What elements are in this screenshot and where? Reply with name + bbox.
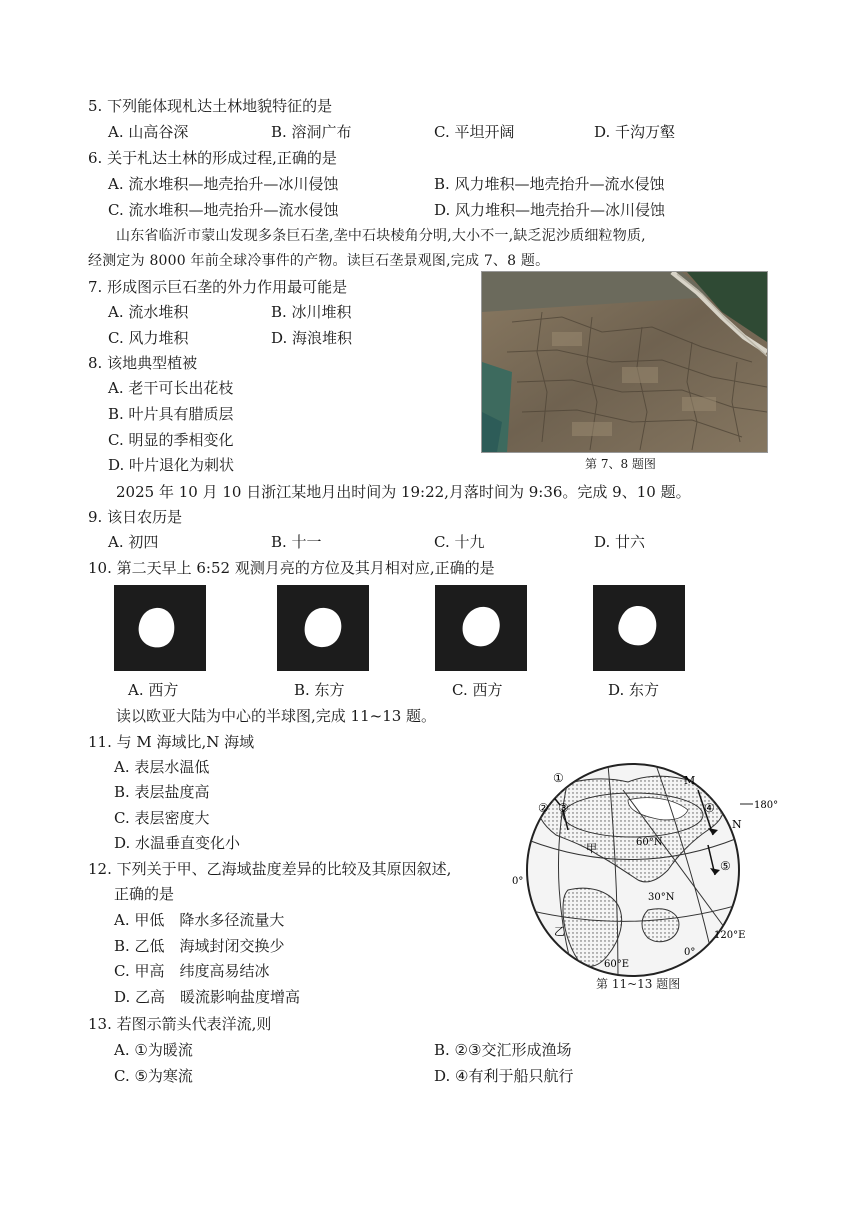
q10-option-b[interactable]: B. 东方 xyxy=(294,681,345,699)
fig-11-13-caption: 第 11~13 题图 xyxy=(596,977,681,991)
q6-option-a[interactable]: A. 流水堆积—地壳抬升—冰川侵蚀 xyxy=(108,175,339,193)
q11-option-c[interactable]: C. 表层密度大 xyxy=(114,809,210,827)
q8-option-c[interactable]: C. 明显的季相变化 xyxy=(108,431,234,449)
lon-180: 180° xyxy=(754,800,779,811)
moon-a-icon xyxy=(114,585,206,671)
q7-option-c[interactable]: C. 风力堆积 xyxy=(108,329,189,347)
passage-11-13: 读以欧亚大陆为中心的半球图,完成 11~13 题。 xyxy=(116,707,437,725)
moon-phase-b[interactable] xyxy=(277,585,369,671)
q6-option-b[interactable]: B. 风力堆积—地壳抬升—流水侵蚀 xyxy=(434,175,665,193)
moon-b-icon xyxy=(277,585,369,671)
q9-option-c[interactable]: C. 十九 xyxy=(434,533,485,551)
q13-option-d[interactable]: D. ④有利于船只航行 xyxy=(434,1067,574,1085)
hemisphere-map xyxy=(508,760,780,980)
q5-option-c[interactable]: C. 平坦开阔 xyxy=(434,123,515,141)
lon-0-left: 0° xyxy=(512,876,524,887)
q5-option-d[interactable]: D. 千沟万壑 xyxy=(594,123,676,141)
lon-0-bottom: 0° xyxy=(684,947,696,958)
fig-7-8-caption: 第 7、8 题图 xyxy=(585,457,656,471)
sea-label-n: N xyxy=(732,818,742,831)
q12-stem-cont: 正确的是 xyxy=(114,885,175,903)
q12-option-a[interactable]: A. 甲低 降水多径流量大 xyxy=(114,911,285,929)
lat-30n: 30°N xyxy=(648,892,675,903)
q12-stem: 12. 下列关于甲、乙海域盐度差异的比较及其原因叙述, xyxy=(88,860,452,878)
q8-stem: 8. 该地典型植被 xyxy=(88,354,198,372)
q7-option-b[interactable]: B. 冰川堆积 xyxy=(271,303,352,321)
q13-option-b[interactable]: B. ②③交汇形成渔场 xyxy=(434,1041,572,1059)
q12-option-b[interactable]: B. 乙低 海域封闭交换少 xyxy=(114,937,285,955)
q5-option-b[interactable]: B. 溶洞广布 xyxy=(271,123,352,141)
q12-option-d[interactable]: D. 乙高 暖流影响盐度增高 xyxy=(114,988,301,1006)
lon-120e: 120°E xyxy=(714,930,746,941)
q8-option-a[interactable]: A. 老干可长出花枝 xyxy=(108,379,234,397)
moon-phase-c[interactable] xyxy=(435,585,527,671)
current-label-1: ① xyxy=(553,771,564,785)
boulder-ridge-photo xyxy=(481,271,768,453)
q11-option-a[interactable]: A. 表层水温低 xyxy=(114,758,210,776)
q6-option-c[interactable]: C. 流水堆积—地壳抬升—流水侵蚀 xyxy=(108,201,339,219)
moon-phase-a[interactable] xyxy=(114,585,206,671)
q10-option-c[interactable]: C. 西方 xyxy=(452,681,503,699)
current-label-5: ⑤ xyxy=(720,859,731,873)
q11-stem: 11. 与 M 海域比,N 海域 xyxy=(88,733,255,751)
q8-option-b[interactable]: B. 叶片具有腊质层 xyxy=(108,405,234,423)
q7-option-d[interactable]: D. 海浪堆积 xyxy=(271,329,353,347)
sea-label-jia: 甲 xyxy=(586,842,597,855)
moon-c-icon xyxy=(435,585,527,671)
q10-option-d[interactable]: D. 东方 xyxy=(608,681,660,699)
q11-option-b[interactable]: B. 表层盐度高 xyxy=(114,783,210,801)
passage-7-8-line1: 山东省临沂市蒙山发现多条巨石垄,垄中石块棱角分明,大小不一,缺乏泥沙质细粒物质, xyxy=(116,228,646,244)
q11-option-d[interactable]: D. 水温垂直变化小 xyxy=(114,834,241,852)
q5-stem: 5. 下列能体现札达土林地貌特征的是 xyxy=(88,97,333,115)
moon-phase-d[interactable] xyxy=(593,585,685,671)
moon-d-icon xyxy=(593,585,685,671)
q9-stem: 9. 该日农历是 xyxy=(88,508,183,526)
passage-7-8-line2: 经测定为 8000 年前全球冷事件的产物。读巨石垄景观图,完成 7、8 题。 xyxy=(88,253,550,269)
q12-option-c[interactable]: C. 甲高 纬度高易结冰 xyxy=(114,962,270,980)
q13-option-c[interactable]: C. ⑤为寒流 xyxy=(114,1067,193,1085)
q10-option-a[interactable]: A. 西方 xyxy=(128,681,179,699)
passage-9-10: 2025 年 10 月 10 日浙江某地月出时间为 19:22,月落时间为 9:36。完成 9、10 题。 xyxy=(116,483,691,501)
lat-60n: 60°N xyxy=(636,837,663,848)
current-label-2: ② xyxy=(538,801,549,815)
sea-label-m: M xyxy=(684,774,696,787)
q9-option-a[interactable]: A. 初四 xyxy=(108,533,159,551)
q13-stem: 13. 若图示箭头代表洋流,则 xyxy=(88,1015,272,1033)
q13-option-a[interactable]: A. ①为暖流 xyxy=(114,1041,193,1059)
q7-stem: 7. 形成图示巨石垄的外力作用最可能是 xyxy=(88,278,348,296)
hemisphere-globe xyxy=(508,760,780,980)
q7-option-a[interactable]: A. 流水堆积 xyxy=(108,303,189,321)
q9-option-d[interactable]: D. 廿六 xyxy=(594,533,646,551)
q6-stem: 6. 关于札达土林的形成过程,正确的是 xyxy=(88,149,337,167)
current-label-4: ④ xyxy=(704,801,715,815)
current-label-3: ③ xyxy=(558,801,569,815)
lon-60e: 60°E xyxy=(604,959,630,970)
boulder-ridge-illustration xyxy=(482,272,767,452)
q6-option-d[interactable]: D. 风力堆积—地壳抬升—冰川侵蚀 xyxy=(434,201,666,219)
q8-option-d[interactable]: D. 叶片退化为刺状 xyxy=(108,456,235,474)
q5-option-a[interactable]: A. 山高谷深 xyxy=(108,123,189,141)
q9-option-b[interactable]: B. 十一 xyxy=(271,533,322,551)
q10-stem: 10. 第二天早上 6:52 观测月亮的方位及其月相对应,正确的是 xyxy=(88,559,495,577)
sea-label-yi: 乙 xyxy=(554,925,565,938)
